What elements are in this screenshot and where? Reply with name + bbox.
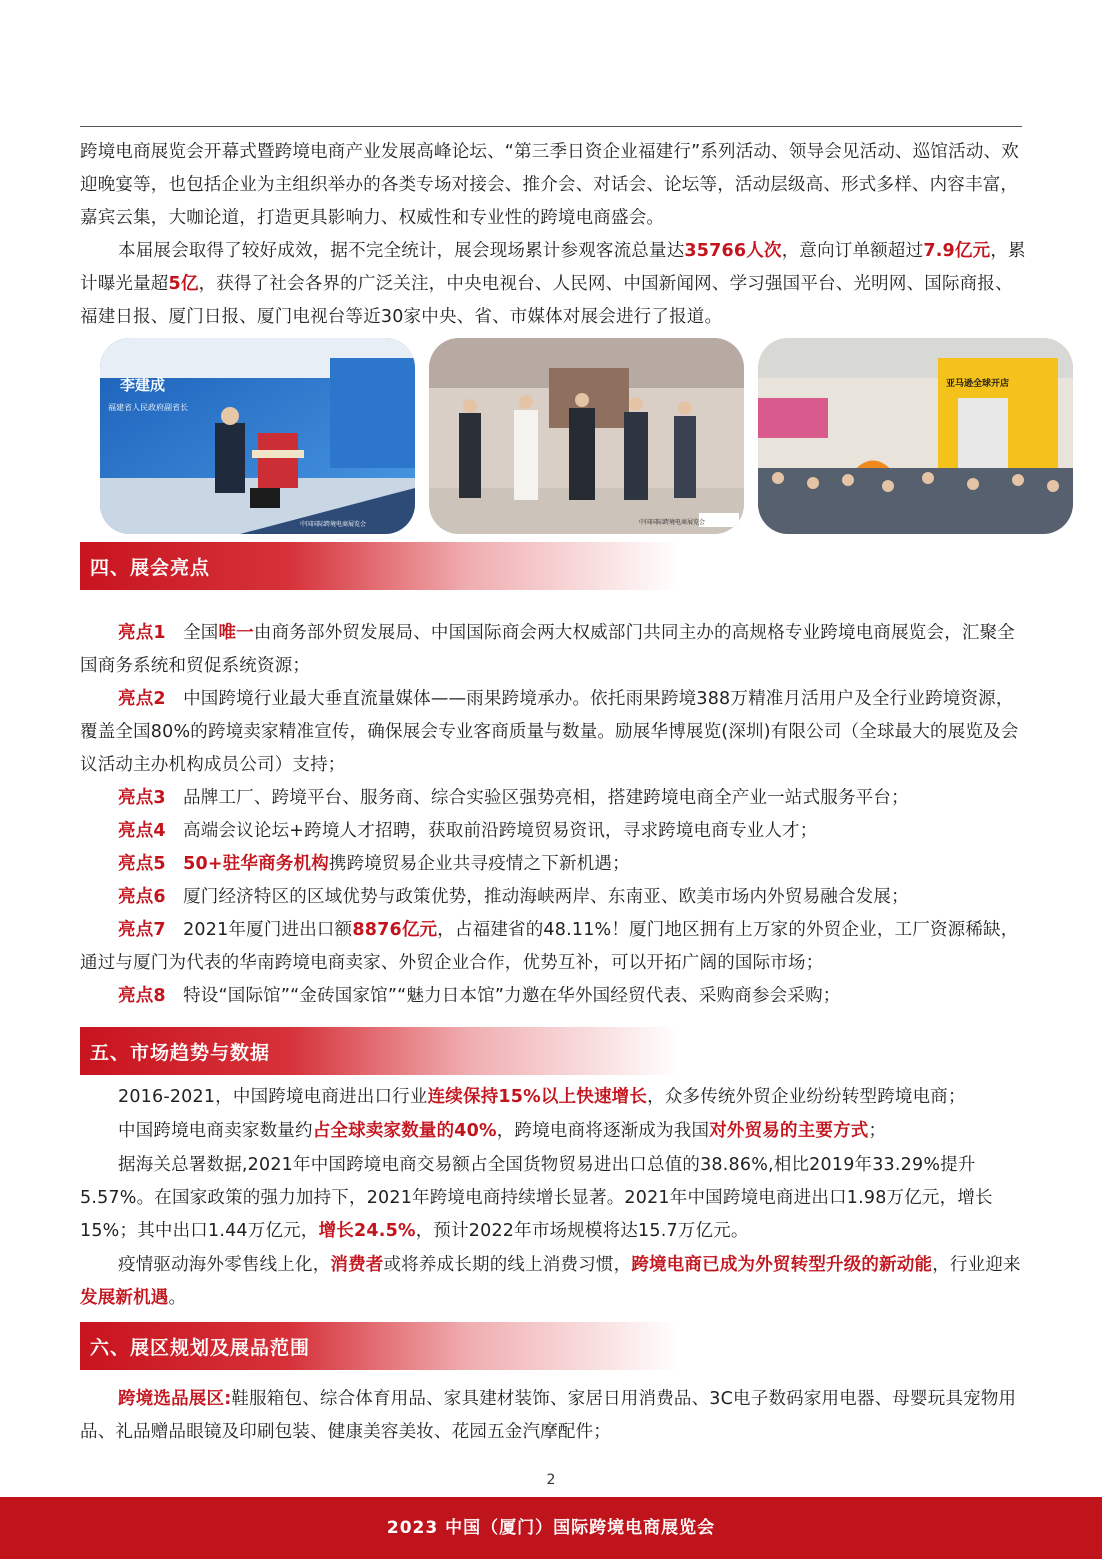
booth-sign: 亚马逊全球开店 (946, 379, 1010, 389)
highlight-2: 亮点2 中国跨境行业最大垂直流量媒体——雨果跨境承办。依托雨果跨境388万精准月活用户及全行业跨境资源，覆盖全国80%的跨境卖家精准宣传，确保展会专业客商质量与数量。励展华博展览(深圳)有限公司（全球最大的展览及会议活动主办机构成员公司）支持； (80, 689, 1019, 775)
photo-delegation-walk (429, 338, 744, 534)
highlight-7: 亮点7 2021年厦门进出口额8876亿元，占福建省的48.11%！厦门地区拥有上万家的外贸企业，工厂资源稀缺，通过与厦门为代表的华南跨境电商卖家、外贸企业合作，优势互补，可以开拓广阔的国际市场； (80, 920, 1019, 973)
photo-forum-speech (100, 338, 415, 534)
visitors-highlight: 35766人次 (684, 241, 782, 261)
zones-paragraph-1: 跨境选品展区:鞋服箱包、综合体育用品、家具建材装饰、家居日用消费品、3C电子数码家用电器、母婴玩具宠物用品、礼品赠品眼镜及印刷包装、健康美容美妆、花园五金汽摩配件； (80, 1389, 1017, 1442)
highlight-4: 亮点4 高端会议论坛+跨境人才招聘，获取前沿跨境贸易资讯，寻求跨境电商专业人才； (118, 821, 818, 841)
market-paragraph-4: 疫情驱动海外零售线上化，消费者或将养成长期的线上消费习惯，跨境电商已成为外贸转型升级的新动能，行业迎来发展新机遇。 (80, 1255, 1021, 1308)
speaker-name: 李建成 (120, 376, 166, 394)
photo-exhibition-hall (758, 338, 1073, 534)
intro-paragraph-1: 跨境电商展览会开幕式暨跨境电商产业发展高峰论坛、“第三季日资企业福建行”系列活动、领导会见活动、巡馆活动、欢迎晚宴等，也包括企业为主组织举办的各类专场对接会、推介会、对话会、论坛等，活动层级高、形式多样、内容丰富，嘉宾云集，大咖论道，打造更具影响力、权威性和专业性的跨境电商盛会。 (80, 142, 1019, 228)
highlight-8: 亮点8 特设“国际馆”“金砖国家馆”“魅力日本馆”力邀在华外国经贸代表、采购商参会采购； (118, 986, 841, 1006)
exposure-highlight: 5亿 (168, 274, 199, 294)
orders-highlight: 7.9亿元 (923, 241, 991, 261)
market-paragraph-1: 2016-2021，中国跨境电商进出口行业连续保持15%以上快速增长，众多传统外贸企业纷纷转型跨境电商； (118, 1087, 966, 1107)
photo2-logo: 中国国际跨境电商展览会 (639, 519, 706, 526)
header-rule (80, 126, 1022, 127)
highlight-3: 亮点3 品牌工厂、跨境平台、服务商、综合实验区强势亮相，搭建跨境电商全产业一站式服务平台； (118, 788, 909, 808)
intro-paragraph-2: 本届展会取得了较好成效，据不完全统计，展会现场累计参观客流总量达35766人次，意向订单额超过7.9亿元，累计曝光量超5亿，获得了社会各界的广泛关注，中央电视台、人民网、中国新闻网、学习强国平台、光明网、国际商报、福建日报、厦门日报、厦门电视台等近30家中央、省、市媒体对展会进行了报道。 (80, 241, 1026, 327)
speaker-title: 福建省人民政府副省长 (108, 403, 188, 412)
market-paragraph-3: 据海关总署数据,2021年中国跨境电商交易额占全国货物贸易进出口总值的38.86%,相比2019年33.29%提升5.57%。在国家政策的强力加持下，2021年跨境电商持续增长显著。2021年中国跨境电商进出口1.98万亿元，增长15%；其中出口1.44万亿元，增长24.5%，预计2022年市场规模将达15.7万亿元。 (80, 1155, 993, 1241)
section-header-highlights: 四、展会亮点 (80, 542, 680, 590)
section-header-zones: 六、展区规划及展品范围 (80, 1322, 680, 1370)
photo1-logo: 中国国际跨境电商展览会 (300, 521, 367, 528)
market-paragraph-2: 中国跨境电商卖家数量约占全球卖家数量的40%，跨境电商将逐渐成为我国对外贸易的主要方式； (118, 1121, 887, 1141)
section-header-market: 五、市场趋势与数据 (80, 1027, 680, 1075)
photo-strip (100, 338, 1052, 534)
highlight-1: 亮点1 全国唯一由商务部外贸发展局、中国国际商会两大权威部门共同主办的高规格专业跨境电商展览会，汇聚全国商务系统和贸促系统资源； (80, 623, 1015, 676)
footer-banner: 2023 中国（厦门）国际跨境电商展览会 (0, 1497, 1102, 1559)
highlight-5: 亮点5 50+驻华商务机构携跨境贸易企业共寻疫情之下新机遇； (118, 854, 630, 874)
page-number: 2 (546, 1472, 556, 1488)
highlight-6: 亮点6 厦门经济特区的区域优势与政策优势，推动海峡两岸、东南亚、欧美市场内外贸易融合发展； (118, 887, 909, 907)
